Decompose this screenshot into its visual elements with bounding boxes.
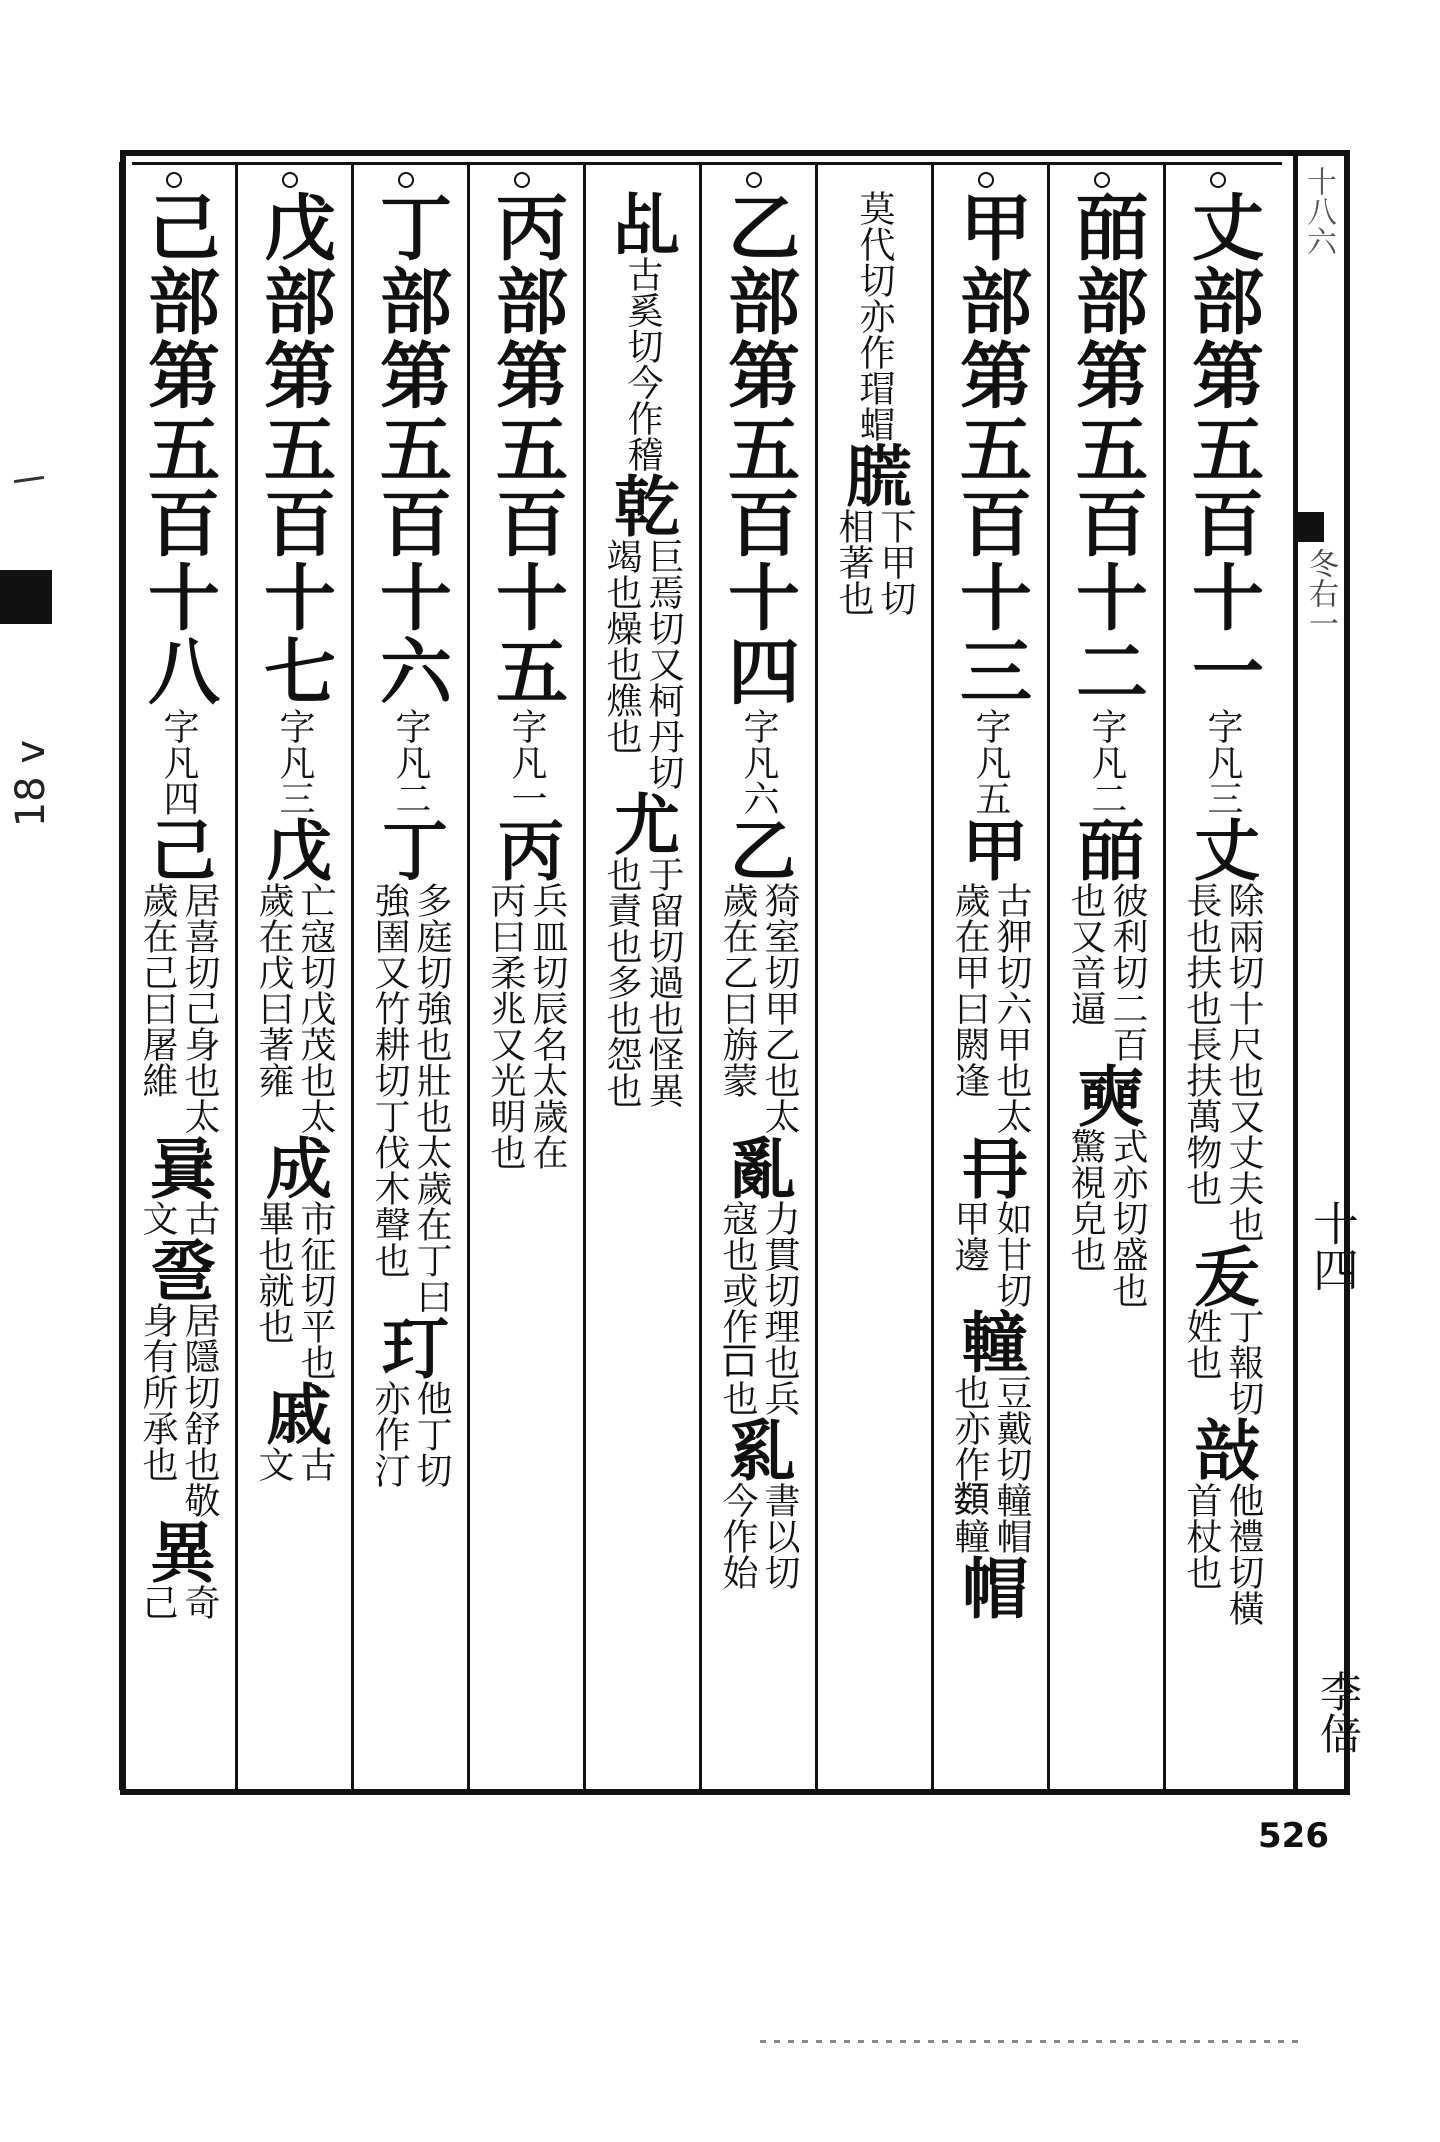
column-body-group — [479, 816, 574, 1170]
right-margin-black-mark — [1296, 512, 1324, 542]
column-separator — [1047, 162, 1050, 1790]
frame-right-rule — [1293, 150, 1298, 1795]
entry-gloss-pair — [1066, 882, 1146, 1062]
heading-note: 古奚切 — [622, 256, 663, 364]
text-column — [818, 168, 930, 1788]
entry-gloss: 古 — [179, 1200, 220, 1236]
column-body-group — [595, 472, 690, 1108]
entry-character: 亂 — [718, 1134, 797, 1200]
heading-note: 字凡五 — [970, 708, 1011, 816]
entry-gloss: 居喜切己身也太 — [179, 882, 220, 1134]
section-heading: 戊部第五百十七 — [252, 190, 337, 708]
column-text-flow — [1050, 190, 1162, 1788]
section-heading: 皕部第五百十二 — [1064, 190, 1149, 708]
column-separator — [235, 162, 238, 1790]
entry-character: 丈 — [1182, 816, 1261, 882]
entry-gloss: 甲邊 — [949, 1200, 990, 1272]
column-body-group — [1175, 816, 1270, 1626]
entry-gloss: 多庭切強也壯也太歲在丁曰 — [411, 882, 452, 1314]
column-body-group — [943, 816, 1038, 1620]
entry-character: 異 — [138, 1518, 217, 1584]
entry-character: 帽 — [950, 1554, 1029, 1620]
column-separator — [467, 162, 470, 1790]
entry-character: 戚 — [254, 1380, 333, 1446]
right-margin-mid-text: 冬右一 — [1303, 548, 1338, 638]
entry-gloss-pair — [834, 508, 914, 616]
column-text-flow — [1166, 190, 1278, 1788]
entry-gloss-pair — [486, 882, 566, 1170]
entry-character: 玎 — [370, 1314, 449, 1380]
column-heading-group — [855, 190, 893, 442]
column-text-flow — [122, 190, 234, 1788]
heading-note: 今作稽 — [622, 364, 663, 472]
entry-gloss: 歲在乙曰旃蒙 — [717, 882, 758, 1098]
entry-character: 甲 — [950, 816, 1029, 882]
entry-gloss: 今作始 — [717, 1482, 758, 1590]
entry-character: 䡴 — [950, 1308, 1029, 1374]
entry-gloss: 相著也 — [833, 508, 874, 616]
entry-gloss: 奇 — [179, 1584, 220, 1620]
right-margin-low-text: 十四 — [1306, 1200, 1360, 1292]
column-stack — [238, 190, 350, 1482]
entry-gloss: 首杖也 — [1181, 1482, 1222, 1590]
entry-character: 叐 — [1182, 1242, 1261, 1308]
entry-gloss: 也又音逼 — [1065, 882, 1106, 1026]
heading-note: 乩 — [602, 190, 681, 256]
entry-character: 巹 — [138, 1236, 217, 1302]
entry-gloss-pair — [718, 1200, 798, 1416]
column-stack — [1050, 190, 1162, 1308]
entry-gloss: 畢也就也 — [253, 1200, 294, 1344]
entry-gloss: 歲在戊曰著雍 — [253, 882, 294, 1098]
heading-note: 字凡三 — [274, 708, 315, 816]
column-stack — [818, 190, 930, 616]
column-heading-group — [595, 190, 690, 472]
heading-note: 莫代切亦 — [854, 190, 895, 334]
column-body-group — [827, 442, 922, 616]
entry-gloss: 于留切過也怪異 — [643, 856, 684, 1108]
column-stack — [1166, 190, 1278, 1626]
section-heading: 丈部第五百十一 — [1180, 190, 1265, 708]
column-separator — [1163, 162, 1166, 1790]
entry-character: 㪗 — [1182, 1416, 1261, 1482]
entry-gloss-pair — [950, 1374, 1030, 1554]
entry-gloss: 寇也或作𠮛也 — [717, 1200, 758, 1416]
entry-gloss: 文 — [137, 1200, 178, 1236]
section-marker-circle — [514, 172, 530, 188]
entry-gloss: 姓也 — [1181, 1308, 1222, 1380]
text-column — [122, 168, 234, 1788]
column-text-flow — [702, 190, 814, 1788]
column-stack — [354, 190, 466, 1488]
heading-note: 字凡六 — [738, 708, 779, 816]
column-text-flow — [238, 190, 350, 1788]
section-marker-circle — [282, 172, 298, 188]
entry-gloss: 如甘切 — [991, 1200, 1032, 1308]
entry-gloss-pair — [718, 1482, 798, 1590]
entry-gloss: 他禮切橫 — [1223, 1482, 1264, 1626]
entry-character: 己 — [138, 816, 217, 882]
section-heading: 丙部第五百十五 — [484, 190, 569, 708]
entry-gloss: 書以切 — [759, 1482, 800, 1590]
entry-gloss: 亡寇切戊茂也太 — [295, 882, 336, 1134]
text-column — [1050, 168, 1162, 1788]
right-margin-bottom-text: 李倍 — [1314, 1670, 1363, 1754]
entry-gloss-pair — [370, 1380, 450, 1488]
column-text-flow — [934, 190, 1046, 1788]
entry-character: 丁 — [370, 816, 449, 882]
entry-gloss: 丁報切 — [1223, 1308, 1264, 1416]
entry-gloss-pair — [254, 882, 334, 1134]
entry-character: 冄 — [950, 1134, 1029, 1200]
column-text-flow — [818, 190, 930, 1788]
frame-inner-top-rule — [132, 162, 1282, 165]
entry-gloss: 古 — [295, 1446, 336, 1482]
entry-gloss: 古狎切六甲也太 — [991, 882, 1032, 1134]
entry-gloss: 也亦作𩔗䡴 — [949, 1374, 990, 1554]
column-heading-group — [1180, 190, 1265, 816]
column-separator — [351, 162, 354, 1790]
entry-character: 尤 — [602, 790, 681, 856]
entry-gloss: 兵皿切辰名太歲在 — [527, 882, 568, 1170]
column-heading-group — [136, 190, 221, 816]
text-column — [1166, 168, 1278, 1788]
entry-gloss: 強圉又竹耕切丁伐木聲也 — [369, 882, 410, 1278]
column-heading-group — [716, 190, 801, 816]
column-separator — [119, 162, 122, 1790]
entry-gloss: 亦作汀 — [369, 1380, 410, 1488]
text-column — [238, 168, 350, 1788]
entry-character: 奭 — [1066, 1062, 1145, 1128]
section-marker-circle — [398, 172, 414, 188]
entry-gloss: 除兩切十尺也又丈夫也 — [1223, 882, 1264, 1242]
entry-gloss: 歲在甲曰閼逢 — [949, 882, 990, 1098]
heading-note: 字凡二 — [1086, 708, 1127, 816]
column-heading-group — [368, 190, 453, 816]
section-heading: 甲部第五百十三 — [948, 190, 1033, 708]
entry-character: 丙 — [486, 816, 565, 882]
entry-character: 㬻 — [834, 442, 913, 508]
heading-note: 作瑁蝐 — [854, 334, 895, 442]
column-separator — [815, 162, 818, 1790]
entry-gloss: 豆戴切䡴帽 — [991, 1374, 1032, 1554]
column-stack — [586, 190, 698, 1108]
section-heading: 丁部第五百十六 — [368, 190, 453, 708]
entry-gloss: 市征切平也 — [295, 1200, 336, 1380]
text-column — [586, 168, 698, 1788]
entry-gloss-pair — [254, 1200, 334, 1380]
entry-gloss: 他丁切 — [411, 1380, 452, 1488]
entry-gloss-pair — [138, 1200, 218, 1236]
entry-gloss-pair — [370, 882, 450, 1314]
entry-gloss: 猗室切甲乙也太 — [759, 882, 800, 1134]
column-separator — [931, 162, 934, 1790]
margin-folio-number: 18 v — [8, 740, 54, 828]
column-heading-group — [1064, 190, 1149, 816]
entry-gloss-pair — [138, 1302, 218, 1518]
column-body-group — [711, 816, 806, 1590]
entry-gloss: 也責也多也怨也 — [601, 856, 642, 1108]
column-body-group — [247, 816, 342, 1482]
entry-gloss-pair — [950, 882, 1030, 1134]
column-separator — [583, 162, 586, 1790]
text-column — [702, 168, 814, 1788]
entry-character: 乙 — [718, 816, 797, 882]
entry-gloss: 驚視皃也 — [1065, 1128, 1106, 1272]
entry-gloss: 彼利切二百 — [1107, 882, 1148, 1062]
entry-gloss: 己 — [137, 1584, 178, 1620]
page-number: 526 — [1258, 1816, 1329, 1856]
entry-gloss: 力貫切理也兵 — [759, 1200, 800, 1416]
entry-character: 㠱 — [138, 1134, 217, 1200]
entry-character: 戊 — [254, 816, 333, 882]
entry-gloss: 歲在己曰屠維 — [137, 882, 178, 1098]
entry-gloss: 身有所承也 — [137, 1302, 178, 1482]
entry-gloss: 竭也燥也燋也 — [601, 538, 642, 754]
entry-gloss-pair — [1182, 1308, 1262, 1416]
text-column — [470, 168, 582, 1788]
entry-gloss-pair — [718, 882, 798, 1134]
column-separator — [699, 162, 702, 1790]
heading-note: 字凡一 — [506, 708, 547, 816]
section-marker-circle — [978, 172, 994, 188]
column-body-group — [1059, 816, 1154, 1308]
entry-gloss-pair — [1066, 1128, 1146, 1308]
section-marker-circle — [1094, 172, 1110, 188]
column-stack — [470, 190, 582, 1170]
column-heading-group — [948, 190, 1033, 816]
entry-gloss-pair — [602, 856, 682, 1108]
column-heading-group — [252, 190, 337, 816]
section-heading: 己部第五百十八 — [136, 190, 221, 708]
entry-gloss-pair — [1182, 882, 1262, 1242]
entry-gloss: 長也扶也長扶萬物也 — [1181, 882, 1222, 1206]
section-heading: 乙部第五百十四 — [716, 190, 801, 708]
entry-gloss: 居隱切舒也敬 — [179, 1302, 220, 1518]
entry-gloss-pair — [602, 538, 682, 790]
entry-gloss-pair — [950, 1200, 1030, 1308]
entry-character: 乿 — [718, 1416, 797, 1482]
entry-gloss-pair — [138, 1584, 218, 1620]
heading-note: 字凡三 — [1202, 708, 1243, 816]
section-marker-circle — [1210, 172, 1226, 188]
entry-character: 成 — [254, 1134, 333, 1200]
column-stack — [702, 190, 814, 1590]
entry-character: 乾 — [602, 472, 681, 538]
entry-gloss-pair — [254, 1446, 334, 1482]
heading-note: 字凡二 — [390, 708, 431, 816]
heading-note: 字凡四 — [158, 708, 199, 816]
margin-dash-mark — [14, 476, 44, 483]
column-stack — [122, 190, 234, 1620]
text-column — [354, 168, 466, 1788]
column-body-group — [363, 816, 458, 1488]
entry-gloss: 式亦切盛也 — [1107, 1128, 1148, 1308]
entry-gloss-pair — [1182, 1482, 1262, 1626]
column-text-flow — [470, 190, 582, 1788]
right-margin-top-text: 十八六 — [1301, 166, 1336, 256]
entry-gloss-pair — [138, 882, 218, 1134]
column-text-flow — [354, 190, 466, 1788]
column-stack — [934, 190, 1046, 1620]
section-marker-circle — [746, 172, 762, 188]
scan-noise-line — [760, 2040, 1300, 2043]
text-column — [934, 168, 1046, 1788]
margin-black-mark — [0, 570, 52, 624]
entry-gloss: 巨焉切又柯丹切 — [643, 538, 684, 790]
entry-gloss: 下甲切 — [875, 508, 916, 616]
column-body-group — [131, 816, 226, 1620]
column-text-flow — [586, 190, 698, 1788]
column-heading-group — [484, 190, 569, 816]
section-marker-circle — [166, 172, 182, 188]
entry-gloss: 丙曰柔兆又光明也 — [485, 882, 526, 1170]
entry-character: 皕 — [1066, 816, 1145, 882]
entry-gloss: 文 — [253, 1446, 294, 1482]
